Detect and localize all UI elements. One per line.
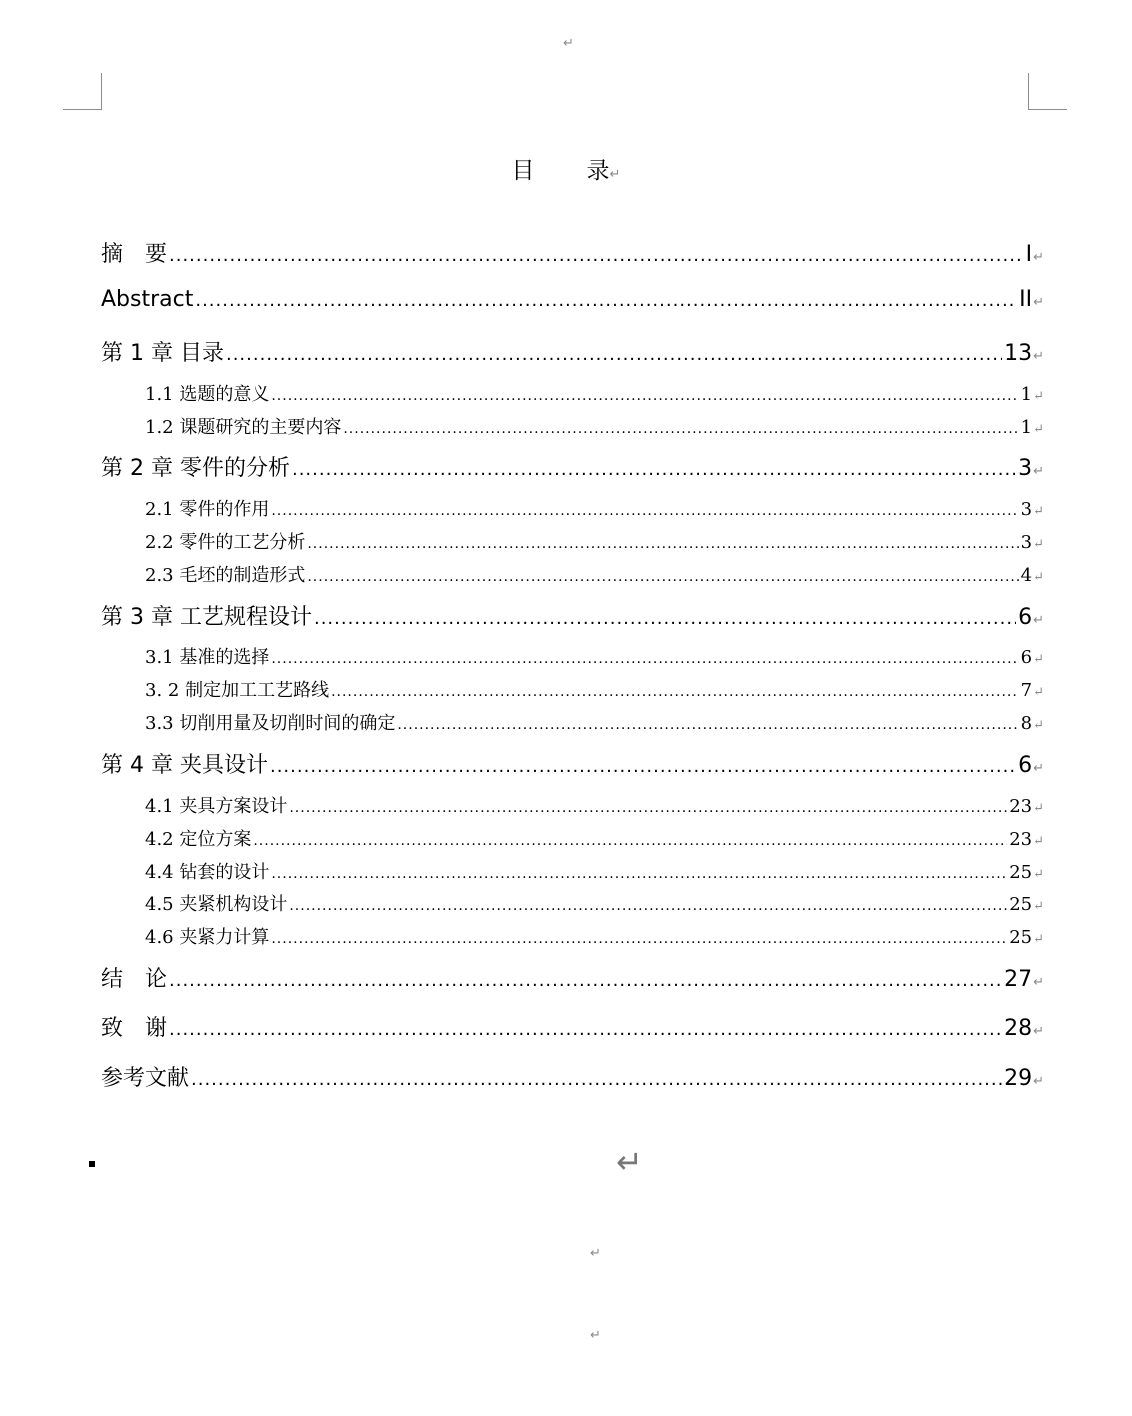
paragraph-mark-icon: ↵ [1033,899,1044,914]
dot-leader [289,898,1007,914]
toc-entry[interactable] [145,643,1044,669]
toc-entry-label: 第 2 章 零件的分析 [101,456,290,481]
toc-entry-label: 第 1 章 目录 [101,341,224,366]
toc-entry-label: 摘 要 [101,242,168,267]
toc-title-part2: 录 [586,158,610,184]
toc-entry-page: 25 [1009,894,1033,915]
toc-entry-label: 第 3 章 工艺规程设计 [101,605,312,630]
toc-entry[interactable] [145,528,1044,554]
paragraph-mark-icon: ↵ [1033,1074,1044,1089]
toc-entry-label: 致 谢 [101,1016,168,1041]
toc-entry[interactable] [145,709,1044,735]
dot-leader [331,684,1019,700]
paragraph-mark-icon: ↵ [1033,537,1044,552]
toc-entry-page: 1 [1020,384,1033,405]
toc-title-part1: 目 [511,158,535,184]
paragraph-mark-icon: ↵ [1033,504,1044,519]
paragraph-mark-icon: ↵ [1033,349,1044,364]
toc-entry[interactable] [145,858,1044,884]
toc-entry-label: 4.2 定位方案 [145,829,252,850]
paragraph-mark-icon: ↵ [609,167,621,182]
margin-corner-right [1028,73,1067,110]
toc-entry-label: 参考文献 [101,1066,190,1091]
toc-entry-page: 25 [1009,862,1033,883]
dot-leader [195,290,1017,311]
toc-entry[interactable] [145,380,1044,406]
toc-entry[interactable] [101,748,1044,779]
toc-entry-page: 29 [1004,1066,1033,1091]
format-mark-bullet [89,1161,95,1167]
paragraph-mark-icon: ↵ [1033,250,1044,265]
toc-entry-page: 27 [1004,967,1033,992]
toc-entry-page: 28 [1004,1016,1033,1041]
paragraph-mark-icon: ↵ [1033,801,1044,816]
toc-entry-label: 第 4 章 夹具设计 [101,753,268,778]
toc-entry[interactable] [145,923,1044,949]
paragraph-mark-icon: ↵ [1033,975,1044,990]
paragraph-mark-icon: ↵ [1033,834,1044,849]
toc-entry-label: 3.1 基准的选择 [145,647,270,668]
toc-entry-page: 6 [1018,753,1033,778]
dot-leader [271,503,1018,519]
toc-entry-label: 4.4 钻套的设计 [145,862,270,883]
toc-entry-page: 23 [1009,829,1033,850]
dot-leader [271,651,1018,667]
dot-leader [169,970,1002,991]
toc-entry-label: 4.6 夹紧力计算 [145,927,270,948]
toc-entry-label: 结 论 [101,967,168,992]
toc-entry-page: II [1019,287,1033,312]
dot-leader [307,569,1018,585]
paragraph-mark-icon: ↵ [590,1246,601,1261]
dot-leader [314,608,1016,629]
toc-entry-page: 23 [1009,796,1033,817]
toc-entry[interactable] [101,287,1044,312]
dot-leader [270,756,1016,777]
toc-entry[interactable] [101,451,1044,482]
dot-leader [307,536,1018,552]
toc-entry[interactable] [101,237,1044,268]
toc-entry-label: 3.3 切削用量及切削时间的确定 [145,713,396,734]
toc-entry[interactable] [101,1011,1044,1042]
toc-entry[interactable] [101,336,1044,367]
toc-entry-page: I [1025,242,1033,267]
toc-entry-label: 2.1 零件的作用 [145,499,270,520]
toc-entry-label: 2.2 零件的工艺分析 [145,532,306,553]
toc-entry-label: 4.1 夹具方案设计 [145,796,288,817]
toc-entry[interactable] [145,561,1044,587]
toc-entry-page: 8 [1020,713,1033,734]
toc-entry-page: 1 [1020,417,1033,438]
dot-leader [271,931,1007,947]
paragraph-mark-icon: ↵ [590,1328,601,1343]
dot-leader [292,459,1016,480]
paragraph-mark-icon: ↵ [1033,1024,1044,1039]
toc-entry-page: 25 [1009,927,1033,948]
paragraph-mark-icon: ↵ [1033,685,1044,700]
paragraph-mark-icon: ↵ [1033,761,1044,776]
toc-entry[interactable] [145,676,1044,702]
toc-entry-page: 6 [1018,605,1033,630]
dot-leader [226,344,1002,365]
toc-entry-label: Abstract [101,287,194,312]
toc-entry-page: 4 [1020,565,1033,586]
toc-entry[interactable] [145,413,1044,439]
dot-leader [169,245,1024,266]
paragraph-mark-icon: ↵ [1033,867,1044,882]
toc-entry-page: 3 [1020,499,1033,520]
toc-entry-label: 4.5 夹紧机构设计 [145,894,288,915]
toc-entry-page: 3 [1020,532,1033,553]
toc-entry-label: 2.3 毛坯的制造形式 [145,565,306,586]
paragraph-mark-icon: ↵ [1033,464,1044,479]
toc-entry[interactable] [145,825,1044,851]
dot-leader [271,388,1018,404]
toc-entry-page: 3 [1018,456,1033,481]
section-return-icon: ↵ [616,1143,643,1181]
paragraph-mark-icon: ↵ [1033,389,1044,404]
toc-entry-page: 7 [1020,680,1033,701]
paragraph-mark-icon: ↵ [1033,932,1044,947]
toc-entry[interactable] [145,495,1044,521]
paragraph-mark-icon: ↵ [1033,295,1044,310]
dot-leader [169,1019,1002,1040]
toc-entry[interactable] [101,962,1044,993]
toc-title [0,152,1132,185]
paragraph-mark-icon: ↵ [1033,613,1044,628]
dot-leader [289,800,1007,816]
toc-entry-label: 3. 2 制定加工工艺路线 [145,680,330,701]
dot-leader [253,833,1007,849]
toc-entry[interactable] [101,1061,1044,1092]
toc-entry-label: 1.1 选题的意义 [145,384,270,405]
paragraph-mark-icon: ↵ [1033,570,1044,585]
toc-entry-page: 6 [1020,647,1033,668]
dot-leader [397,717,1018,733]
toc-entry[interactable] [145,792,1044,818]
dot-leader [271,866,1007,882]
paragraph-mark-icon: ↵ [563,36,574,51]
dot-leader [343,421,1018,437]
paragraph-mark-icon: ↵ [1033,718,1044,733]
toc-entry-label: 1.2 课题研究的主要内容 [145,417,342,438]
toc-entry[interactable] [101,600,1044,631]
paragraph-mark-icon: ↵ [1033,422,1044,437]
toc-entry-page: 13 [1004,341,1033,366]
paragraph-mark-icon: ↵ [1033,652,1044,667]
dot-leader [191,1069,1002,1090]
margin-corner-left [63,73,102,110]
toc-entry[interactable] [145,890,1044,916]
